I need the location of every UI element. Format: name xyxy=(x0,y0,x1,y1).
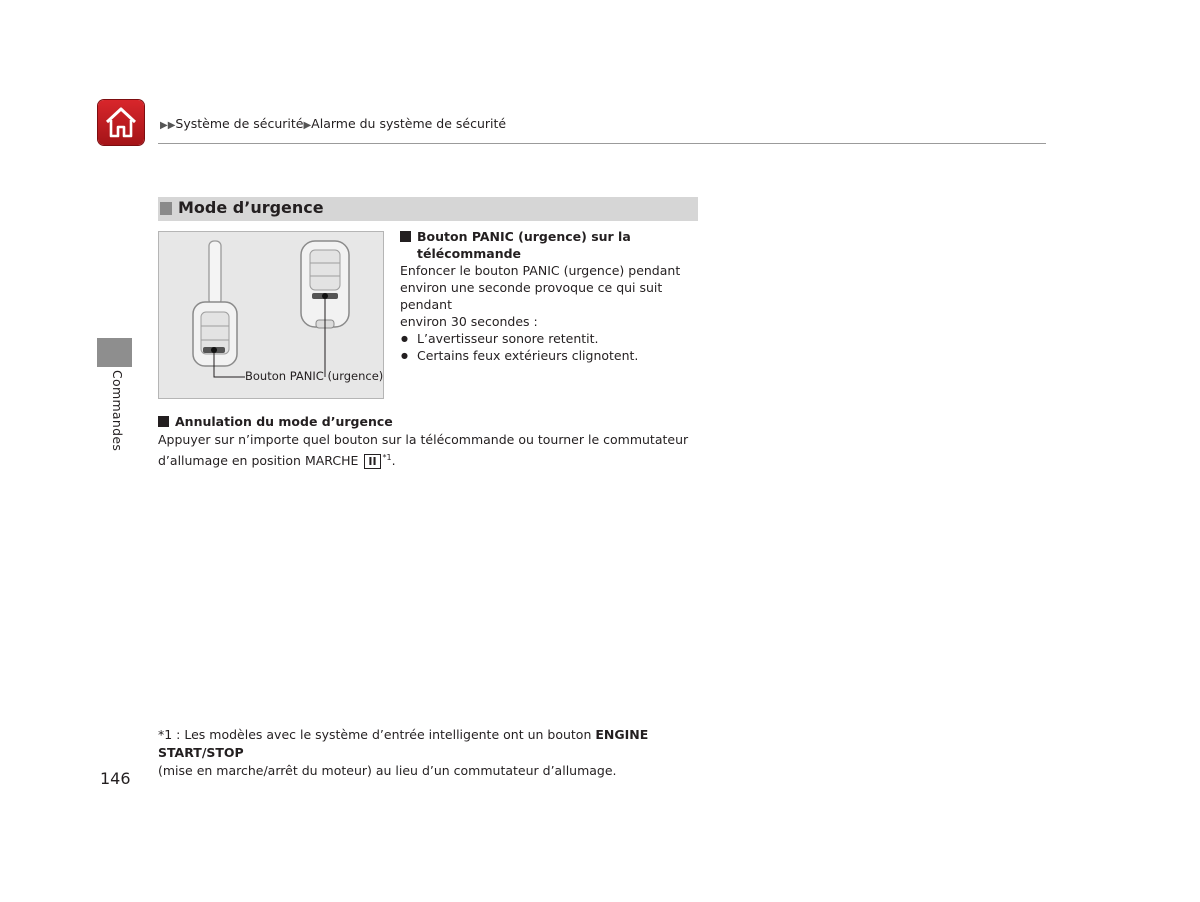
triangle-right-icon: ▶▶ xyxy=(160,120,176,131)
ignition-position-key: II xyxy=(364,454,380,469)
panic-effects-list xyxy=(400,330,700,364)
panic-title-line2: télécommande xyxy=(417,246,522,261)
section-header xyxy=(158,197,698,221)
side-tab-marker xyxy=(97,338,132,367)
footnote-line1-text: *1 : Les modèles avec le système d’entrée intelligente ont un bouton xyxy=(158,727,592,742)
section-square-icon xyxy=(160,202,172,215)
cancel-subheading xyxy=(158,413,718,431)
panic-body-line2: environ une seconde provoque ce qui suit pendant xyxy=(400,280,663,312)
header-divider xyxy=(158,143,1046,144)
breadcrumb xyxy=(160,116,506,131)
panic-title-line1: Bouton PANIC (urgence) sur la xyxy=(417,229,631,244)
figure-caption: Bouton PANIC (urgence) xyxy=(245,369,384,383)
list-item: ● Certains feux extérieurs clignotent. xyxy=(400,347,700,364)
cancel-body-line1: Appuyer sur n’importe quel bouton sur la télécommande ou tourner le commutateur xyxy=(158,432,689,447)
cancel-body-line2 xyxy=(158,449,718,470)
section-title: Mode d’urgence xyxy=(178,198,324,217)
home-icon xyxy=(104,106,138,139)
side-section-label: Commandes xyxy=(110,370,125,452)
panic-subheading xyxy=(400,228,700,262)
cancel-suffix: . xyxy=(391,453,396,469)
page-number: 146 xyxy=(100,769,131,788)
breadcrumb-link-security[interactable]: Système de sécurité xyxy=(175,116,304,131)
footnote-line1 xyxy=(158,726,718,762)
footnote-reference: *1 xyxy=(382,453,392,462)
panic-body-line1: Enfoncer le bouton PANIC (urgence) pendant xyxy=(400,263,681,278)
cancel-body-line2-text: d’allumage en position MARCHE xyxy=(158,453,359,469)
breadcrumb-link-alarm[interactable]: Alarme du système de sécurité xyxy=(311,116,507,131)
square-bullet-icon xyxy=(158,416,169,427)
cancel-title: Annulation du mode d’urgence xyxy=(175,414,393,429)
cancel-section xyxy=(158,413,718,470)
square-bullet-icon xyxy=(400,231,411,242)
footnote-engine-button-label: ENGINE START/STOP xyxy=(158,727,649,760)
panic-body-line3: environ 30 secondes : xyxy=(400,314,538,329)
triangle-right-icon: ▶ xyxy=(303,120,312,131)
panic-section xyxy=(400,228,700,364)
list-item: ● L’avertisseur sonore retentit. xyxy=(400,330,700,347)
footnote xyxy=(158,726,718,780)
footnote-line2: (mise en marche/arrêt du moteur) au lieu d’un commutateur d’allumage. xyxy=(158,763,617,778)
home-button[interactable] xyxy=(98,100,144,145)
